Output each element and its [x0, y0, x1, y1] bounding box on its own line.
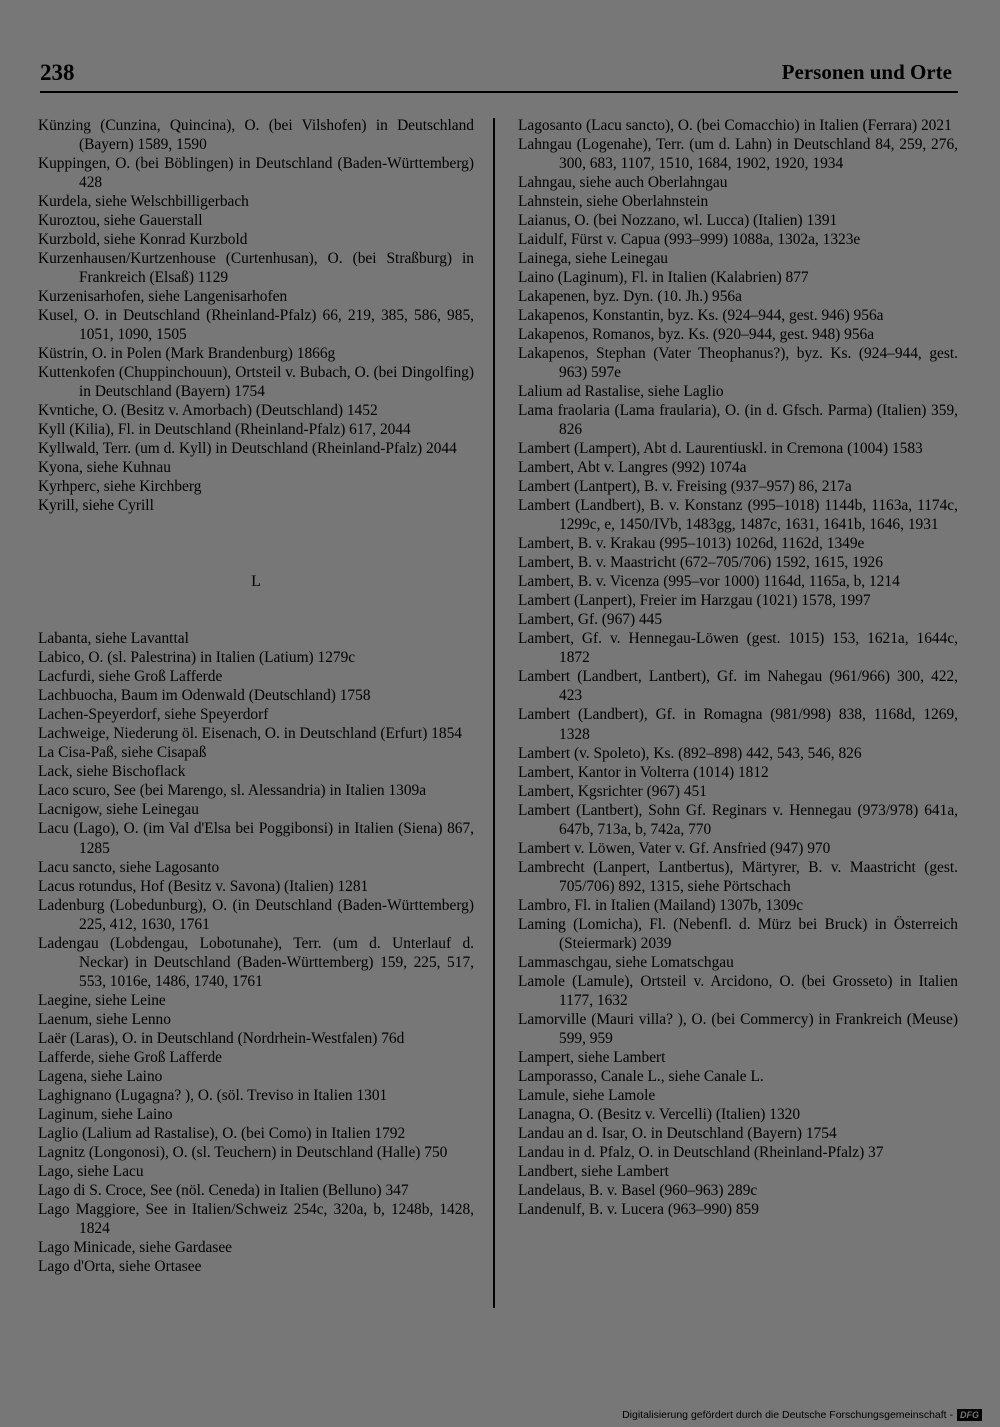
- index-entry: Lainega, siehe Leinegau: [518, 250, 668, 268]
- index-entry: Laino (Laginum), Fl. in Italien (Kalabrien) 877: [518, 269, 809, 287]
- index-entry: Lammaschgau, siehe Lomatschgau: [518, 953, 734, 971]
- index-entry: Lambert, Gf. (967) 445: [518, 611, 663, 629]
- index-entry: Laenum, siehe Lenno: [38, 1010, 171, 1028]
- index-entry: Lamole (Lamule), Ortsteil v. Arcidono, O. (bei Grosseto) in Italien 1177, 1632: [518, 972, 958, 1009]
- index-entry: Lambert, B. v. Maastricht (672–705/706) 1592, 1615, 1926: [518, 554, 883, 572]
- index-entry: Lakapenos, Stephan (Vater Theophanus?), byz. Ks. (924–944, gest. 963) 597e: [518, 345, 958, 382]
- index-entry: Lambert, Kantor in Volterra (1014) 1812: [518, 763, 769, 781]
- index-entry: Lakapenen, byz. Dyn. (10. Jh.) 956a: [518, 288, 742, 306]
- index-entry: Kyll (Kilia), Fl. in Deutschland (Rheinland-Pfalz) 617, 2044: [38, 421, 411, 439]
- page-number: 238: [40, 60, 75, 85]
- index-entry: Laglio (Lalium ad Rastalise), O. (bei Como) in Italien 1792: [38, 1124, 406, 1142]
- index-entry: Landelaus, B. v. Basel (960–963) 289c: [518, 1181, 758, 1199]
- index-entry: Kurzenhausen/Kurtzenhouse (Curtenhusan), O. (bei Straßburg) in Frankreich (Elsaß) 1129: [38, 250, 474, 287]
- index-entry: Lagosanto (Lacu sancto), O. (bei Comacchio) in Italien (Ferrara) 2021: [518, 117, 952, 134]
- index-entry: Kurzbold, siehe Konrad Kurzbold: [38, 231, 248, 249]
- index-entry: Lagena, siehe Laino: [38, 1067, 163, 1085]
- index-entry: Landenulf, B. v. Lucera (963–990) 859: [518, 1200, 759, 1218]
- index-entry: Lambert v. Löwen, Vater v. Gf. Ansfried (947) 970: [518, 839, 831, 857]
- index-entry: Lakapenos, Konstantin, byz. Ks. (924–944, gest. 946) 956a: [518, 307, 884, 325]
- index-entry: Lambert (Landbert, Lantbert), Gf. im Nahegau (961/966) 300, 422, 423: [518, 668, 958, 705]
- index-entry: Lambro, Fl. in Italien (Mailand) 1307b, 1309c: [518, 896, 804, 914]
- index-entry: Lambrecht (Lanpert, Lantbertus), Märtyrer, B. v. Maastricht (gest. 705/706) 892, 1315, siehe Pörtschach: [518, 858, 958, 895]
- index-entry: Labico, O. (sl. Palestrina) in Italien (Latium) 1279c: [38, 649, 356, 667]
- index-entry: Lambert (Landbert), Gf. in Romagna (981/998) 838, 1168d, 1269, 1328: [518, 706, 958, 743]
- index-entry: Lambert, B. v. Vicenza (995–vor 1000) 1164d, 1165a, b, 1214: [518, 573, 900, 591]
- index-entry: Lama fraolaria (Lama fraularia), O. (in d. Gfsch. Parma) (Italien) 359, 826: [518, 402, 958, 439]
- index-entry: Lambert, Kgsrichter (967) 451: [518, 782, 707, 800]
- index-entry: Lamporasso, Canale L., siehe Canale L.: [518, 1067, 764, 1085]
- dfg-logo: DFG: [957, 1409, 982, 1421]
- index-entry: Kuttenkofen (Chuppinchouun), Ortsteil v. Bubach, O. (bei Dingolfing) in Deutschland (Bayern) 1754: [38, 364, 474, 401]
- index-entry: Lacnigow, siehe Leinegau: [38, 801, 199, 819]
- index-entry: Laghignano (Lugagna? ), O. (söl. Treviso in Italien 1301: [38, 1086, 388, 1104]
- index-entry: Lambert (Lantpert), B. v. Freising (937–957) 86, 217a: [518, 478, 852, 496]
- page-header: [40, 60, 958, 92]
- running-title: Personen und Orte: [781, 60, 952, 84]
- left-entries-k: [38, 116, 474, 515]
- index-entry: Lambert (Lanpert), Freier im Harzgau (1021) 1578, 1997: [518, 592, 871, 610]
- footer-text: Digitalisierung gefördert durch die Deutsche Forschungsgemeinschaft -: [622, 1409, 953, 1421]
- index-entry: Lacu (Lago), O. (im Val d'Elsa bei Poggibonsi) in Italien (Siena) 867, 1285: [38, 820, 474, 857]
- index-entry: Kurzenisarhofen, siehe Langenisarhofen: [38, 288, 288, 306]
- index-entry: Lambert, B. v. Krakau (995–1013) 1026d, 1162d, 1349e: [518, 535, 865, 553]
- index-entry: Kyllwald, Terr. (um d. Kyll) in Deutschland (Rheinland-Pfalz) 2044: [38, 440, 457, 458]
- index-entry: Landau in d. Pfalz, O. in Deutschland (Rheinland-Pfalz) 37: [518, 1143, 884, 1161]
- index-entry: Lampert, siehe Lambert: [518, 1048, 666, 1066]
- index-entry: Lahnstein, siehe Oberlahnstein: [518, 193, 709, 211]
- index-entry: Kuroztou, siehe Gauerstall: [38, 212, 203, 230]
- index-entry: Kurdela, siehe Welschbilligerbach: [38, 193, 249, 211]
- right-entries: [518, 116, 958, 1219]
- index-entry: Künzing (Cunzina, Quincina), O. (bei Vilshofen) in Deutschland (Bayern) 1589, 1590: [38, 117, 474, 154]
- index-entry: Lago Minicade, siehe Gardasee: [38, 1238, 233, 1256]
- header-rule: [40, 91, 958, 93]
- left-entries-l: [38, 629, 474, 1276]
- index-entry: Lacfurdi, siehe Groß Lafferde: [38, 668, 223, 686]
- index-entry: Lacus rotundus, Hof (Besitz v. Savona) (Italien) 1281: [38, 877, 369, 895]
- index-entry: Lagnitz (Longonosi), O. (sl. Teuchern) in Deutschland (Halle) 750: [38, 1143, 448, 1161]
- index-entry: Lahngau, siehe auch Oberlahngau: [518, 174, 728, 192]
- index-entry: Kvntiche, O. (Besitz v. Amorbach) (Deutschland) 1452: [38, 402, 378, 420]
- footer: [622, 1409, 982, 1421]
- left-column: [38, 116, 474, 1276]
- index-entry: Ladengau (Lobdengau, Lobotunahe), Terr. (um d. Unterlauf d. Neckar) in Deutschland (Baden-Württemberg) 159, 225, 517, 553, 1016e, 1486, 1740, 1761: [38, 934, 474, 990]
- index-entry: Laco scuro, See (bei Marengo, sl. Alessandria) in Italien 1309a: [38, 782, 427, 800]
- index-entry: Landau an d. Isar, O. in Deutschland (Bayern) 1754: [518, 1124, 837, 1142]
- index-entry: Lambert (Lampert), Abt d. Laurentiuskl. in Cremona (1004) 1583: [518, 440, 923, 458]
- index-entry: Ladenburg (Lobedunburg), O. (in Deutschland (Baden-Württemberg) 225, 412, 1630, 1761: [38, 896, 474, 933]
- index-entry: Lambert (v. Spoleto), Ks. (892–898) 442, 543, 546, 826: [518, 744, 862, 762]
- index-entry: Lakapenos, Romanos, byz. Ks. (920–944, gest. 948) 956a: [518, 326, 875, 344]
- index-entry: Labanta, siehe Lavanttal: [38, 630, 189, 648]
- index-entry: Lacu sancto, siehe Lagosanto: [38, 858, 220, 876]
- index-entry: Lachbuocha, Baum im Odenwald (Deutschland) 1758: [38, 687, 371, 705]
- index-entry: Lachen-Speyerdorf, siehe Speyerdorf: [38, 706, 269, 724]
- index-entry: Lahngau (Logenahe), Terr. (um d. Lahn) in Deutschland 84, 259, 276, 300, 683, 1107, 1510, 1684, 1902, 1920, 1934: [518, 136, 958, 173]
- index-entry: Lambert, Gf. v. Hennegau-Löwen (gest. 1015) 153, 1621a, 1644c, 1872: [518, 630, 958, 667]
- index-entry: Kuppingen, O. (bei Böblingen) in Deutschland (Baden-Württemberg) 428: [38, 155, 474, 192]
- column-divider: [493, 118, 495, 1308]
- index-entry: Laidulf, Fürst v. Capua (993–999) 1088a, 1302a, 1323e: [518, 231, 861, 249]
- index-entry: Lambert, Abt v. Langres (992) 1074a: [518, 459, 747, 477]
- index-entry: La Cisa-Paß, siehe Cisapaß: [38, 744, 207, 762]
- index-entry: Lambert (Lantbert), Sohn Gf. Reginars v. Hennegau (973/978) 641a, 647b, 713a, b, 742a, 770: [518, 801, 958, 838]
- index-entry: Laër (Laras), O. in Deutschland (Nordrhein-Westfalen) 76d: [38, 1029, 405, 1047]
- index-entry: Laegine, siehe Leine: [38, 991, 166, 1009]
- index-entry: Lanagna, O. (Besitz v. Vercelli) (Italien) 1320: [518, 1105, 801, 1123]
- index-entry: Lago Maggiore, See in Italien/Schweiz 254c, 320a, b, 1248b, 1428, 1824: [38, 1200, 474, 1237]
- index-entry: Kyona, siehe Kuhnau: [38, 459, 171, 477]
- index-entry: Lago di S. Croce, See (nöl. Ceneda) in Italien (Belluno) 347: [38, 1181, 409, 1199]
- index-entry: Lack, siehe Bischoflack: [38, 763, 186, 781]
- right-column: [518, 116, 958, 1219]
- index-entry: Lalium ad Rastalise, siehe Laglio: [518, 383, 724, 401]
- index-entry: Kusel, O. in Deutschland (Rheinland-Pfalz) 66, 219, 385, 586, 985, 1051, 1090, 1505: [38, 307, 474, 344]
- index-entry: Kyrhperc, siehe Kirchberg: [38, 478, 202, 496]
- index-entry: Lago, siehe Lacu: [38, 1162, 144, 1180]
- section-letter: L: [251, 573, 261, 591]
- index-entry: Küstrin, O. in Polen (Mark Brandenburg) 1866g: [38, 345, 336, 363]
- index-entry: Lamorville (Mauri villa? ), O. (bei Commercy) in Frankreich (Meuse) 599, 959: [518, 1010, 958, 1047]
- index-entry: Lafferde, siehe Groß Lafferde: [38, 1048, 223, 1066]
- index-entry: Lachweige, Niederung öl. Eisenach, O. in Deutschland (Erfurt) 1854: [38, 725, 462, 743]
- index-entry: Laming (Lomicha), Fl. (Nebenfl. d. Mürz bei Bruck) in Österreich (Steiermark) 2039: [518, 915, 958, 952]
- index-entry: Lambert (Landbert), B. v. Konstanz (995–1018) 1144b, 1163a, 1174c, 1299c, e, 1450/IVb, 1483gg, 1487c, 1631, 1641b, 1646, 1931: [518, 497, 958, 534]
- index-entry: Laginum, siehe Laino: [38, 1105, 173, 1123]
- index-entry: Landbert, siehe Lambert: [518, 1162, 669, 1180]
- index-entry: Lago d'Orta, siehe Ortasee: [38, 1257, 202, 1275]
- index-entry: Laianus, O. (bei Nozzano, wl. Lucca) (Italien) 1391: [518, 212, 838, 230]
- index-entry: Lamule, siehe Lamole: [518, 1086, 656, 1104]
- index-entry: Kyrill, siehe Cyrill: [38, 497, 154, 515]
